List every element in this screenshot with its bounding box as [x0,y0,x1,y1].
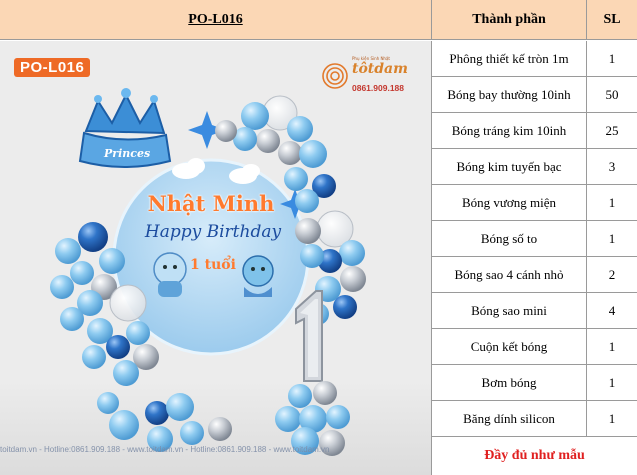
product-code-header: PO-L016 [0,0,432,40]
component-row [432,293,637,329]
component-quantity: 4 [608,302,616,318]
component-name: Bóng vương miện [432,185,587,220]
component-quantity: 1 [608,50,616,66]
component-row [432,77,637,113]
component-quantity: 1 [608,338,616,354]
component-row [432,257,637,293]
logo-phone: 0861.909.188 [352,83,404,93]
component-quantity: 1 [608,374,616,390]
component-name: Bóng sao 4 cánh nhỏ [432,257,587,292]
component-name: Cuộn kết bóng [432,329,587,364]
component-quantity: 1 [608,410,616,426]
component-row [432,113,637,149]
component-row [432,149,637,185]
component-name: Bóng tráng kim 10inh [432,113,587,148]
component-row [432,365,637,401]
quantity-column-header: SL [587,0,637,40]
watermark-footer: toitdam.vn - Hotline:0861.909.188 - www.toitdam.vn - Hotline:0861.909.188 - www.toitdam.vn [0,445,330,454]
birthday-name: Nhật Minh [147,191,275,216]
cartoon-character-icon [154,253,186,297]
component-quantity: 50 [605,86,619,102]
completeness-note: Đầy đủ như mẫu [484,448,585,463]
component-row [432,221,637,257]
component-row [432,329,637,365]
product-image [0,41,432,475]
logo-wordmark: tôtdam [352,61,408,77]
birthday-greeting: Happy Birthday [144,222,282,242]
component-row [432,185,637,221]
component-name: Băng dính silicon [432,401,587,436]
component-column-header: Thành phần [432,0,587,40]
logo-tagline: Phụ kiện Sinh Nhật [352,56,390,61]
product-code-badge: PO-L016 [14,58,90,77]
component-quantity: 1 [608,230,616,246]
component-row [432,41,637,77]
component-quantity: 1 [608,194,616,210]
component-name: Phông thiết kế tròn 1m [432,41,587,76]
component-quantity: 3 [608,158,616,174]
svg-text:Princes: Princes [104,147,151,160]
component-name: Bóng sao mini [432,293,587,328]
birthday-age: 1 tuổi [190,257,236,273]
component-name: Bóng bay thường 10inh [432,77,587,112]
component-quantity: 25 [605,122,619,138]
component-name: Bóng kim tuyến bạc [432,149,587,184]
component-name: Bóng số to [432,221,587,256]
component-quantity: 2 [608,266,616,282]
component-row [432,401,637,437]
component-name: Bơm bóng [432,365,587,400]
